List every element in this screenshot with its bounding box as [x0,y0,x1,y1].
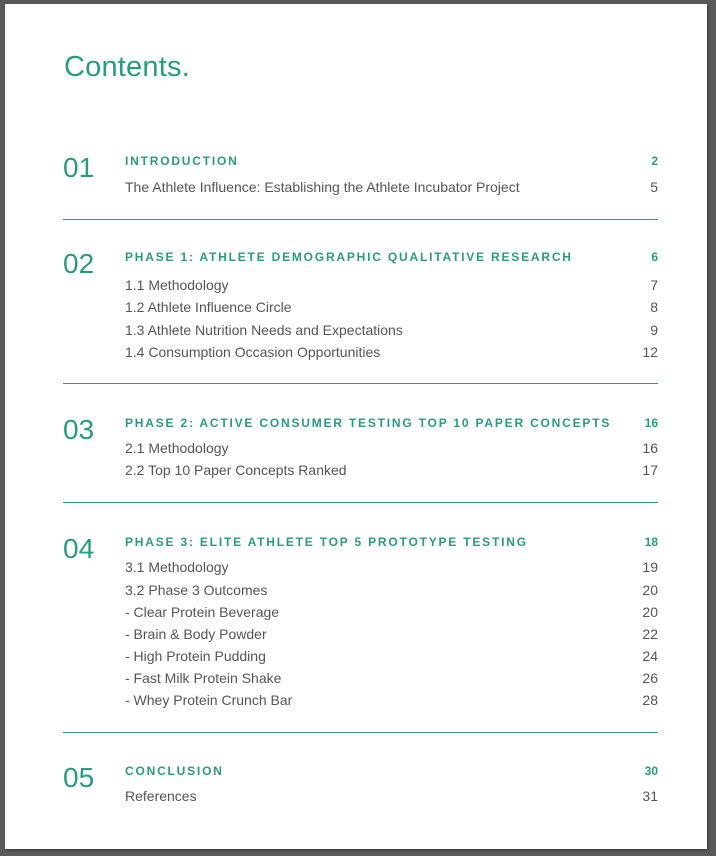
entry-page-number: 22 [642,626,658,642]
entry-page-number: 8 [650,299,658,315]
entry-label: 1.2 Athlete Influence Circle [125,299,292,315]
toc-entry[interactable] [125,626,658,644]
entry-page-number: 31 [642,788,658,804]
section-divider [63,732,658,733]
entry-label: 2.1 Methodology [125,440,229,456]
toc-entry[interactable] [125,277,658,295]
toc-entry[interactable] [125,582,658,600]
toc-entry[interactable] [125,648,658,666]
toc-entry[interactable] [125,670,658,688]
toc-entry[interactable] [125,322,658,340]
section-heading: PHASE 2: ACTIVE CONSUMER TESTING TOP 10 PAPER CONCEPTS [125,416,612,430]
entry-label: 1.3 Athlete Nutrition Needs and Expectations [125,322,403,338]
entry-page-number: 12 [642,344,658,360]
section-page-number: 16 [644,416,658,430]
toc-entry[interactable] [125,462,658,480]
page-title: Contents. [64,51,190,83]
section-heading-row[interactable] [125,416,658,432]
section-heading-row[interactable] [125,250,658,266]
entry-page-number: 28 [642,692,658,708]
toc-entry[interactable] [125,299,658,317]
document-page [5,4,707,849]
section-divider [63,383,658,384]
entry-label: 3.1 Methodology [125,559,229,575]
entry-page-number: 26 [642,670,658,686]
toc-entry[interactable] [125,604,658,622]
section-number: 03 [63,414,95,445]
entry-page-number: 7 [650,277,658,293]
section-page-number: 18 [644,535,658,549]
entry-page-number: 5 [650,179,658,195]
section-divider [63,502,658,503]
entry-page-number: 20 [642,582,658,598]
section-heading-row[interactable] [125,764,658,780]
entry-label: - Brain & Body Powder [125,626,267,642]
section-number: 04 [63,533,95,564]
entry-label: - Clear Protein Beverage [125,604,280,620]
section-heading: PHASE 3: ELITE ATHLETE TOP 5 PROTOTYPE TESTING [125,535,528,549]
toc-entry[interactable] [125,440,658,458]
section-number: 02 [63,248,95,279]
entry-page-number: 17 [642,462,658,478]
entry-label: - High Protein Pudding [125,648,266,664]
section-divider [63,219,658,220]
entry-label: 2.2 Top 10 Paper Concepts Ranked [125,462,347,478]
entry-label: - Fast Milk Protein Shake [125,670,282,686]
entry-label: - Whey Protein Crunch Bar [125,692,293,708]
section-page-number: 6 [651,250,658,264]
entry-label: References [125,788,197,804]
section-number: 05 [63,762,95,793]
section-page-number: 2 [651,154,658,168]
section-heading: INTRODUCTION [125,154,239,168]
section-heading-row[interactable] [125,535,658,551]
section-heading: PHASE 1: ATHLETE DEMOGRAPHIC QUALITATIVE RESEARCH [125,250,573,264]
entry-label: 3.2 Phase 3 Outcomes [125,582,268,598]
entry-page-number: 9 [650,322,658,338]
section-page-number: 30 [644,764,658,778]
entry-label: The Athlete Influence: Establishing the Athlete Incubator Project [125,179,520,195]
toc-entry[interactable] [125,559,658,577]
toc-entry[interactable] [125,344,658,362]
entry-page-number: 20 [642,604,658,620]
toc-entry[interactable] [125,788,658,806]
entry-page-number: 24 [642,648,658,664]
section-number: 01 [63,152,95,183]
entry-label: 1.4 Consumption Occasion Opportunities [125,344,381,360]
section-heading-row[interactable] [125,154,658,170]
section-heading: CONCLUSION [125,764,224,778]
toc-entry[interactable] [125,692,658,710]
entry-page-number: 16 [642,440,658,456]
toc-entry[interactable] [125,179,658,197]
entry-label: 1.1 Methodology [125,277,229,293]
entry-page-number: 19 [642,559,658,575]
